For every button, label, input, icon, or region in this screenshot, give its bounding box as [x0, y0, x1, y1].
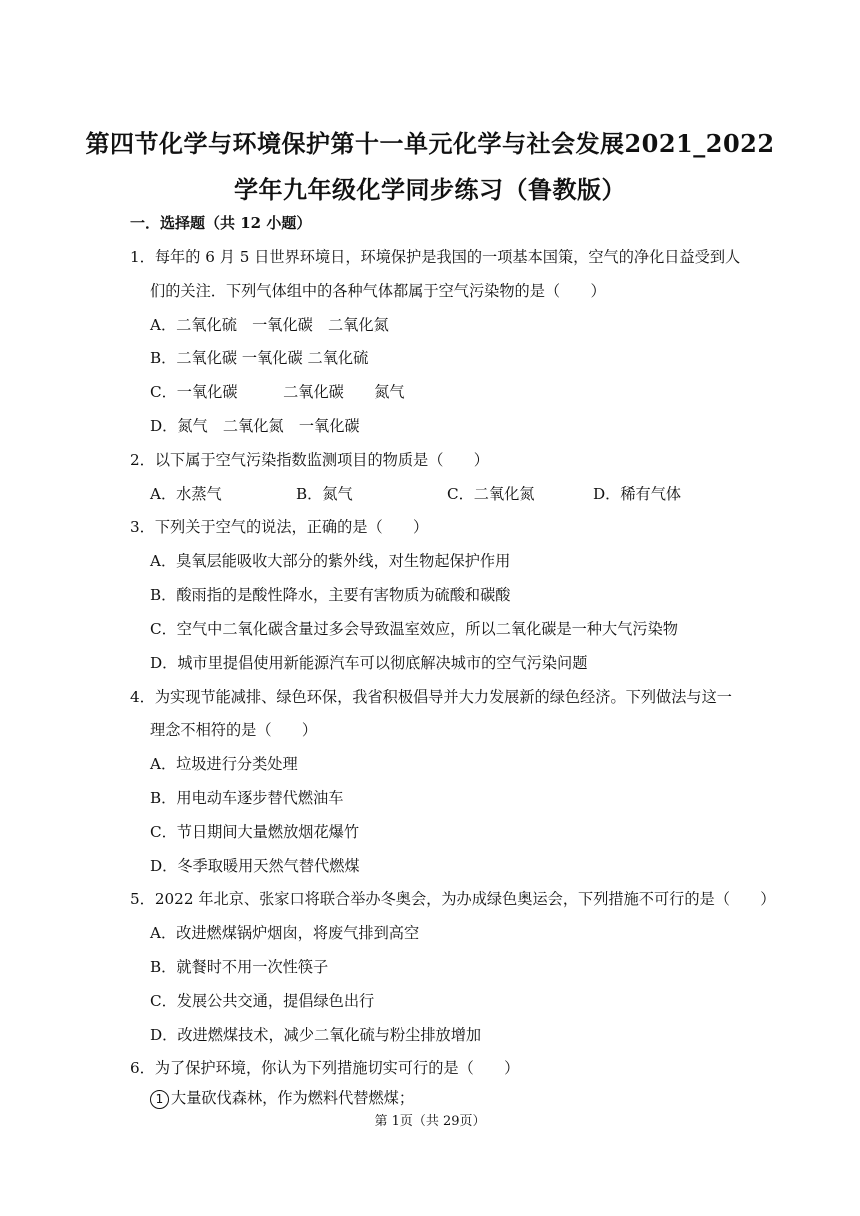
title-line-2: 学年九年级化学同步练习（鲁教版） [234, 175, 626, 204]
title-line-1: 第四节化学与环境保护第十一单元化学与社会发展2021_2022 [85, 129, 775, 158]
question-5-option-a: A．改进燃煤锅炉烟囱，将废气排到高空 [150, 924, 420, 942]
question-1-stem-line-1: 1．每年的 6 月 5 日世界环境日，环境保护是我国的一项基本国策，空气的净化日益受到人 [130, 248, 741, 266]
question-2-option-d: D．稀有气体 [593, 485, 682, 503]
question-2-option-a: A．水蒸气 [150, 485, 222, 503]
question-4-option-b: B．用电动车逐步替代燃油车 [150, 789, 344, 807]
question-5-option-c: C．发展公共交通，提倡绿色出行 [150, 992, 375, 1010]
question-4-stem-line-2: 理念不相符的是（ ） [150, 721, 318, 739]
question-3-option-a: A．臭氧层能吸收大部分的紫外线，对生物起保护作用 [150, 552, 511, 570]
question-1-option-c: C．一氧化碳 二氧化碳 氮气 [150, 383, 405, 401]
question-3-option-d: D．城市里提倡使用新能源汽车可以彻底解决城市的空气污染问题 [150, 654, 588, 672]
question-5-stem: 5．2022 年北京、张家口将联合举办冬奥会，为办成绿色奥运会，下列措施不可行的是（ ） [130, 890, 776, 908]
question-1-option-a: A．二氧化硫 一氧化碳 二氧化氮 [150, 316, 389, 334]
question-5-option-b: B．就餐时不用一次性筷子 [150, 958, 329, 976]
question-2-stem: 2．以下属于空气污染指数监测项目的物质是（ ） [130, 451, 489, 469]
question-3-option-b: B．酸雨指的是酸性降水，主要有害物质为硫酸和碳酸 [150, 586, 511, 604]
question-4-option-d: D．冬季取暖用天然气替代燃煤 [150, 857, 360, 875]
question-1-option-b: B．二氧化碳 一氧化碳 二氧化硫 [150, 349, 369, 367]
question-4-option-a: A．垃圾进行分类处理 [150, 755, 298, 773]
page-footer: 第 1页（共 29页） [374, 1114, 486, 1129]
question-5-option-d: D．改进燃煤技术，减少二氧化硫与粉尘排放增加 [150, 1026, 482, 1044]
question-6-item-1-text: 大量砍伐森林，作为燃料代替燃煤； [171, 1089, 414, 1107]
question-1-option-d: D．氮气 二氧化氮 一氧化碳 [150, 417, 360, 435]
section-heading: 一．选择题（共 12 小题） [130, 214, 312, 232]
question-6-item-1 [150, 1087, 414, 1109]
question-3-option-c: C．空气中二氧化碳含量过多会导致温室效应，所以二氧化碳是一种大气污染物 [150, 620, 678, 638]
question-3-stem: 3．下列关于空气的说法，正确的是（ ） [130, 518, 429, 536]
question-6-stem: 6．为了保护环境，你认为下列措施切实可行的是（ ） [130, 1059, 520, 1077]
question-1-stem-line-2: 们的关注．下列气体组中的各种气体都属于空气污染物的是（ ） [150, 282, 606, 300]
circled-number: 1 [150, 1090, 169, 1109]
question-4-stem-line-1: 4．为实现节能减排、绿色环保，我省积极倡导并大力发展新的绿色经济。下列做法与这一 [130, 688, 732, 706]
question-2-option-c: C．二氧化氮 [447, 485, 535, 503]
question-4-option-c: C．节日期间大量燃放烟花爆竹 [150, 823, 360, 841]
question-2-option-b: B．氮气 [296, 485, 353, 503]
